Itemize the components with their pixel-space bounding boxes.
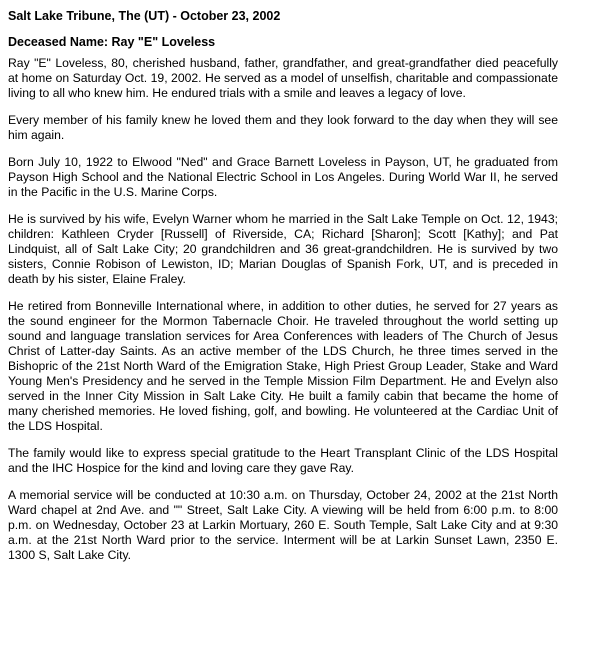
- obituary-paragraph-birth: Born July 10, 1922 to Elwood "Ned" and Grace Barnett Loveless in Payson, UT, he graduated from Payson High School and the National Electric School in Los Angeles. During World War II, he served in the Pacific in the U.S. Marine Corps.: [8, 155, 558, 199]
- obituary-paragraph-intro: Ray "E" Loveless, 80, cherished husband, father, grandfather, and great-grandfather died peacefully at home on Saturday Oct. 19, 2002. He served as a model of unselfish, charitable and compassionate living to all who knew him. He endured trials with a smile and leaves a legacy of love.: [8, 56, 558, 100]
- obituary-paragraph-services: A memorial service will be conducted at 10:30 a.m. on Thursday, October 24, 2002 at the 21st North Ward chapel at 2nd Ave. and "" Street, Salt Lake City. A viewing will be held from 6:00 p.m. to 8:00 p.m. on Wednesday, October 23 at Larkin Mortuary, 260 E. South Temple, Salt Lake City and at 9:30 a.m. at the 21st North Ward prior to the service. Interment will be at Larkin Sunset Lawn, 2350 E. 1300 S, Salt Lake City.: [8, 488, 558, 562]
- obituary-paragraph-gratitude: The family would like to express special gratitude to the Heart Transplant Clinic of the LDS Hospital and the IHC Hospice for the kind and loving care they gave Ray.: [8, 446, 558, 475]
- obituary-paragraph-survivors: He is survived by his wife, Evelyn Warner whom he married in the Salt Lake Temple on Oct. 12, 1943; children: Kathleen Cryder [Russell] of Riverside, CA; Richard [Sharon]; Scott [Kathy]; and Pat Lindquist, all of Salt Lake City; 20 grandchildren and 36 great-grandchildren. He is survived by two sisters, Connie Robison of Lewiston, ID; Marian Douglas of Spanish Fork, UT, and is preceded in death by his sister, Elaine Fraley.: [8, 212, 558, 286]
- obituary-paragraph-family-love: Every member of his family knew he loved them and they look forward to the day when they will see him again.: [8, 113, 558, 142]
- obituary-paragraph-career: He retired from Bonneville International where, in addition to other duties, he served for 27 years as the sound engineer for the Mormon Tabernacle Choir. He traveled throughout the world setting up sound and language translation services for Area Conferences with leaders of The Church of Jesus Christ of Latter-day Saints. As an active member of the LDS Church, he three times served in the Bishopric of the 21st North Ward of the Emigration Stake, High Priest Group Leader, Stake and Ward Young Men's Presidency and he served in the Temple Mission Film Department. He and Evelyn also served in the Inner City Mission in Salt Lake City. He built a family cabin that became the home of many cherished memories. He loved fishing, golf, and bowling. He volunteered at the Cardiac Unit of the LDS Hospital.: [8, 299, 558, 433]
- newspaper-source-heading: Salt Lake Tribune, The (UT) - October 23, 2002: [8, 9, 281, 23]
- deceased-name-heading: Deceased Name: Ray "E" Loveless: [8, 35, 216, 49]
